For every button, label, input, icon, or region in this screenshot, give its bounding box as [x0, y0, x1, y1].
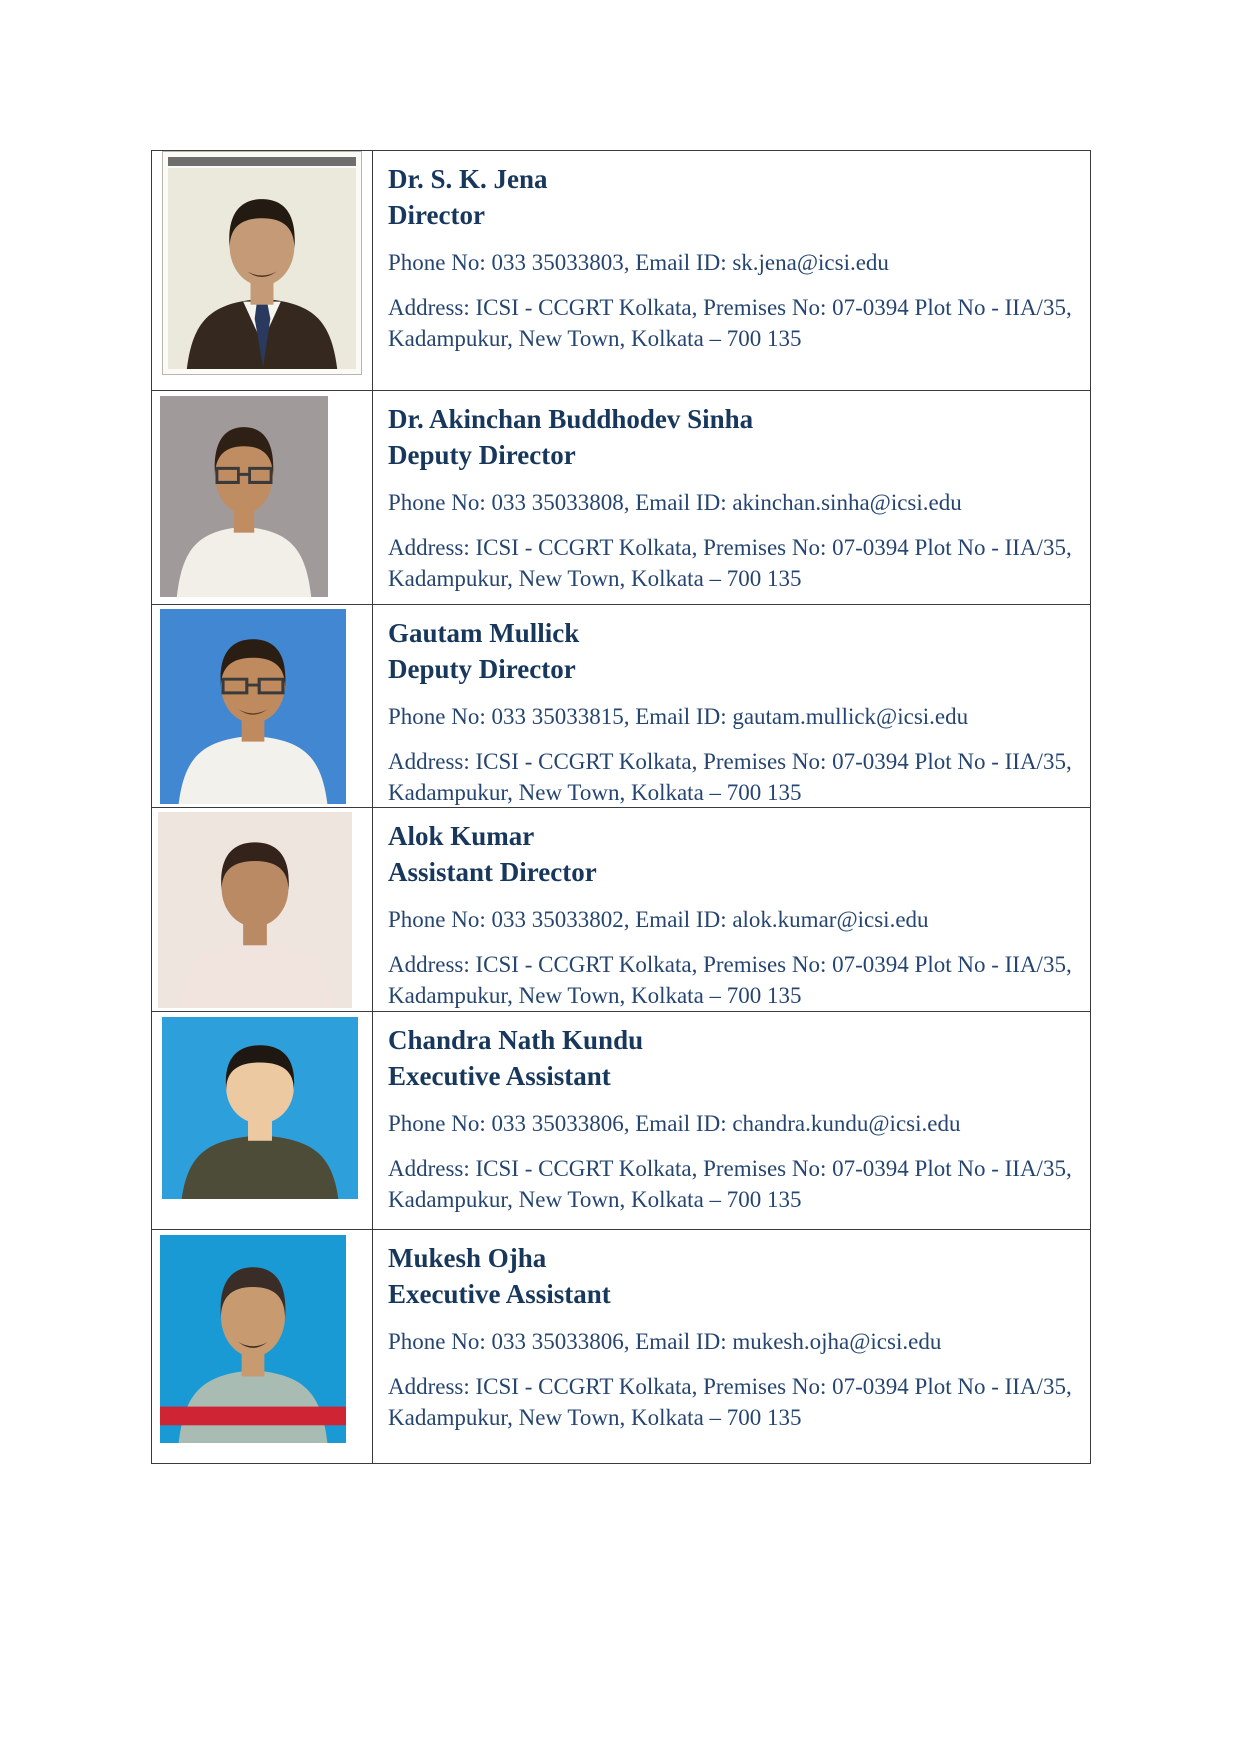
staff-designation: Deputy Director	[388, 654, 576, 684]
address-line-2: Kadampukur, New Town, Kolkata – 700 135	[388, 1187, 802, 1212]
address-line-1: Address: ICSI - CCGRT Kolkata, Premises No: 07-0394 Plot No - IIA/35,	[388, 1156, 1072, 1181]
staff-photo	[160, 609, 346, 804]
address-line-2: Kadampukur, New Town, Kolkata – 700 135	[388, 566, 802, 591]
address-line-1: Address: ICSI - CCGRT Kolkata, Premises No: 07-0394 Plot No - IIA/35,	[388, 295, 1072, 320]
address-line-1: Address: ICSI - CCGRT Kolkata, Premises No: 07-0394 Plot No - IIA/35,	[388, 535, 1072, 560]
portrait-illustration	[162, 1017, 358, 1199]
photo-cell	[152, 605, 373, 807]
staff-name: Gautam Mullick	[388, 618, 580, 648]
staff-table	[151, 150, 1091, 1464]
staff-name: Mukesh Ojha	[388, 1243, 547, 1273]
staff-designation: Executive Assistant	[388, 1279, 611, 1309]
staff-designation: Assistant Director	[388, 857, 597, 887]
info-cell	[373, 391, 1090, 604]
staff-row	[152, 1229, 1090, 1463]
staff-contact: Phone No: 033 35033803, Email ID: sk.jena@icsi.edu	[388, 250, 889, 275]
staff-address	[388, 1371, 1082, 1433]
portrait-illustration	[160, 1235, 346, 1443]
photo-cell	[152, 1230, 373, 1463]
staff-row	[152, 807, 1090, 1011]
info-cell	[373, 1230, 1090, 1463]
staff-contact: Phone No: 033 35033802, Email ID: alok.kumar@icsi.edu	[388, 907, 929, 932]
address-line-1: Address: ICSI - CCGRT Kolkata, Premises No: 07-0394 Plot No - IIA/35,	[388, 1374, 1072, 1399]
address-line-2: Kadampukur, New Town, Kolkata – 700 135	[388, 1405, 802, 1430]
staff-name: Dr. Akinchan Buddhodev Sinha	[388, 404, 754, 434]
staff-row	[152, 1011, 1090, 1229]
info-cell	[373, 151, 1090, 390]
address-line-2: Kadampukur, New Town, Kolkata – 700 135	[388, 983, 802, 1008]
info-cell	[373, 808, 1090, 1011]
staff-address	[388, 949, 1082, 1011]
staff-address	[388, 1153, 1082, 1215]
staff-contact: Phone No: 033 35033808, Email ID: akinchan.sinha@icsi.edu	[388, 490, 962, 515]
staff-name: Dr. S. K. Jena	[388, 164, 548, 194]
portrait-illustration	[168, 168, 356, 369]
staff-photo	[162, 1017, 358, 1199]
portrait-illustration	[160, 609, 346, 804]
staff-row	[152, 604, 1090, 807]
staff-row	[152, 390, 1090, 604]
staff-address	[388, 746, 1082, 807]
photo-cell	[152, 808, 373, 1011]
staff-designation: Executive Assistant	[388, 1061, 611, 1091]
address-line-1: Address: ICSI - CCGRT Kolkata, Premises No: 07-0394 Plot No - IIA/35,	[388, 749, 1072, 774]
staff-designation: Director	[388, 200, 485, 230]
photo-cell	[152, 391, 373, 604]
staff-contact: Phone No: 033 35033806, Email ID: mukesh.ojha@icsi.edu	[388, 1329, 942, 1354]
portrait-illustration	[160, 396, 328, 597]
portrait-illustration	[158, 812, 352, 1008]
staff-contact: Phone No: 033 35033806, Email ID: chandra.kundu@icsi.edu	[388, 1111, 961, 1136]
address-line-1: Address: ICSI - CCGRT Kolkata, Premises No: 07-0394 Plot No - IIA/35,	[388, 952, 1072, 977]
staff-photo	[158, 812, 352, 1008]
address-line-2: Kadampukur, New Town, Kolkata – 700 135	[388, 326, 802, 351]
staff-name: Alok Kumar	[388, 821, 535, 851]
staff-photo	[160, 396, 328, 597]
staff-address	[388, 292, 1082, 354]
photo-cell	[152, 1012, 373, 1229]
address-line-2: Kadampukur, New Town, Kolkata – 700 135	[388, 780, 802, 805]
photo-cell	[152, 151, 373, 390]
staff-designation: Deputy Director	[388, 440, 576, 470]
staff-row	[152, 151, 1090, 390]
staff-address	[388, 532, 1082, 594]
staff-contact: Phone No: 033 35033815, Email ID: gautam.mullick@icsi.edu	[388, 704, 969, 729]
photo-scan-strip	[168, 157, 356, 166]
staff-name: Chandra Nath Kundu	[388, 1025, 644, 1055]
info-cell	[373, 1012, 1090, 1229]
staff-photo	[160, 1235, 346, 1443]
staff-photo	[162, 151, 362, 375]
info-cell	[373, 605, 1090, 807]
